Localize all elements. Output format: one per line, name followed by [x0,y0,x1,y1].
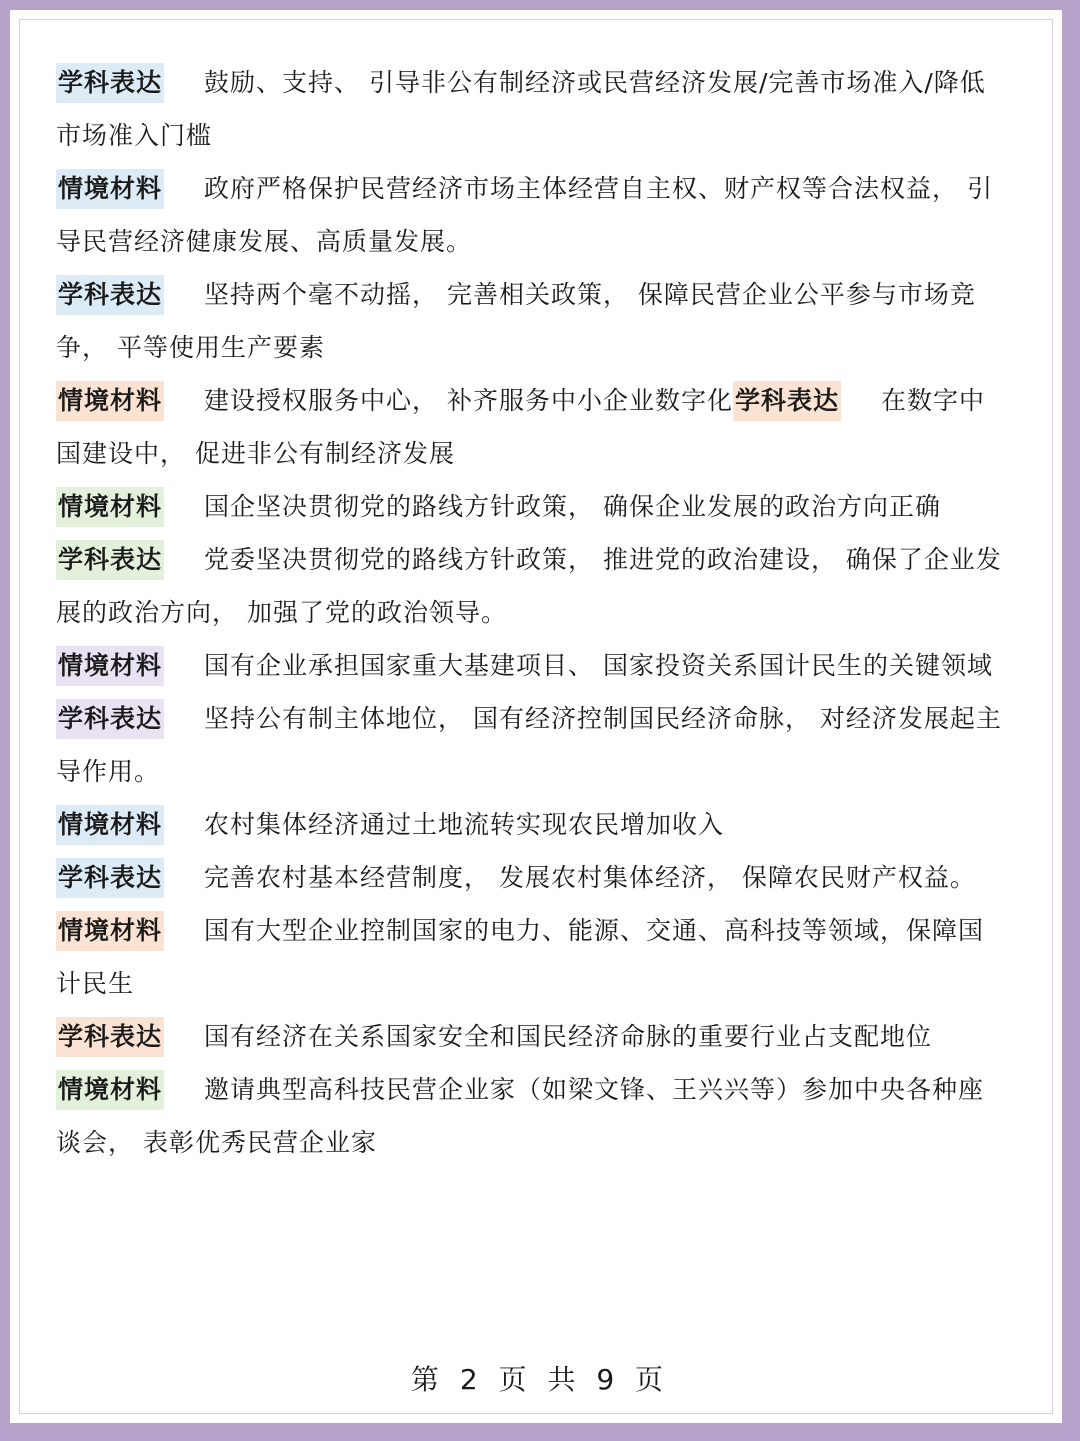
entry-text: 鼓励、支持、 引导非公有制经济或民营经济发展/完善市场准入/降低市场准入门槛 [56,68,986,150]
entry-text-2: 在数字中国建设中， 促进非公有制经济发展 [56,386,985,468]
entry-text: 完善农村基本经营制度， 发展农村集体经济， 保障农民财产权益。 [204,863,976,892]
tag-label: 学科表达 [56,858,164,898]
tag-label: 情境材料 [56,646,164,686]
document-content [56,56,1006,1169]
entry-text: 邀请典型高科技民营企业家（如梁文锋、王兴兴等）参加中央各种座谈会， 表彰优秀民营企业家 [56,1075,985,1157]
entry-4 [56,374,1006,480]
tag-label: 情境材料 [56,805,164,845]
entry-3 [56,268,1006,374]
entry-1 [56,56,1006,162]
entry-text: 国有经济在关系国家安全和国民经济命脉的重要行业占支配地位 [204,1022,933,1051]
entry-12 [56,1010,1006,1063]
entry-6 [56,533,1006,639]
tag-label: 学科表达 [56,275,164,315]
entry-text: 党委坚决贯彻党的路线方针政策， 推进党的政治建设， 确保了企业发展的政治方向， 加强了党的政治领导。 [56,545,1002,627]
tag-label: 情境材料 [56,911,164,951]
entry-13 [56,1063,1006,1169]
tag-label-inline: 学科表达 [733,381,841,421]
entry-5 [56,480,1006,533]
entry-7 [56,639,1006,692]
entry-text: 政府严格保护民营经济市场主体经营自主权、财产权等合法权益， 引导民营经济健康发展、高质量发展。 [56,174,993,256]
tag-label: 情境材料 [56,169,164,209]
entry-8 [56,692,1006,798]
tag-label: 情境材料 [56,487,164,527]
entry-2 [56,162,1006,268]
entry-9 [56,798,1006,851]
tag-label: 学科表达 [56,1017,164,1057]
page-number: 第 2 页 共 9 页 [410,1363,670,1396]
entry-text: 农村集体经济通过土地流转实现农民增加收入 [204,810,725,839]
entry-text: 建设授权服务中心， 补齐服务中小企业数字化 [204,386,733,415]
tag-label: 学科表达 [56,63,164,103]
tag-label: 学科表达 [56,540,164,580]
tag-label: 情境材料 [56,381,164,421]
tag-label: 学科表达 [56,699,164,739]
entry-10 [56,851,1006,904]
tag-label: 情境材料 [56,1070,164,1110]
entry-text: 国有大型企业控制国家的电力、能源、交通、高科技等领域，保障国计民生 [56,916,985,998]
entry-text: 坚持两个毫不动摇， 完善相关政策， 保障民营企业公平参与市场竞争， 平等使用生产要素 [56,280,976,362]
entry-text: 国有企业承担国家重大基建项目、 国家投资关系国计民生的关键领域 [204,651,993,680]
entry-text: 国企坚决贯彻党的路线方针政策， 确保企业发展的政治方向正确 [204,492,941,521]
entry-text: 坚持公有制主体地位， 国有经济控制国民经济命脉， 对经济发展起主导作用。 [56,704,1002,786]
entry-11 [56,904,1006,1010]
